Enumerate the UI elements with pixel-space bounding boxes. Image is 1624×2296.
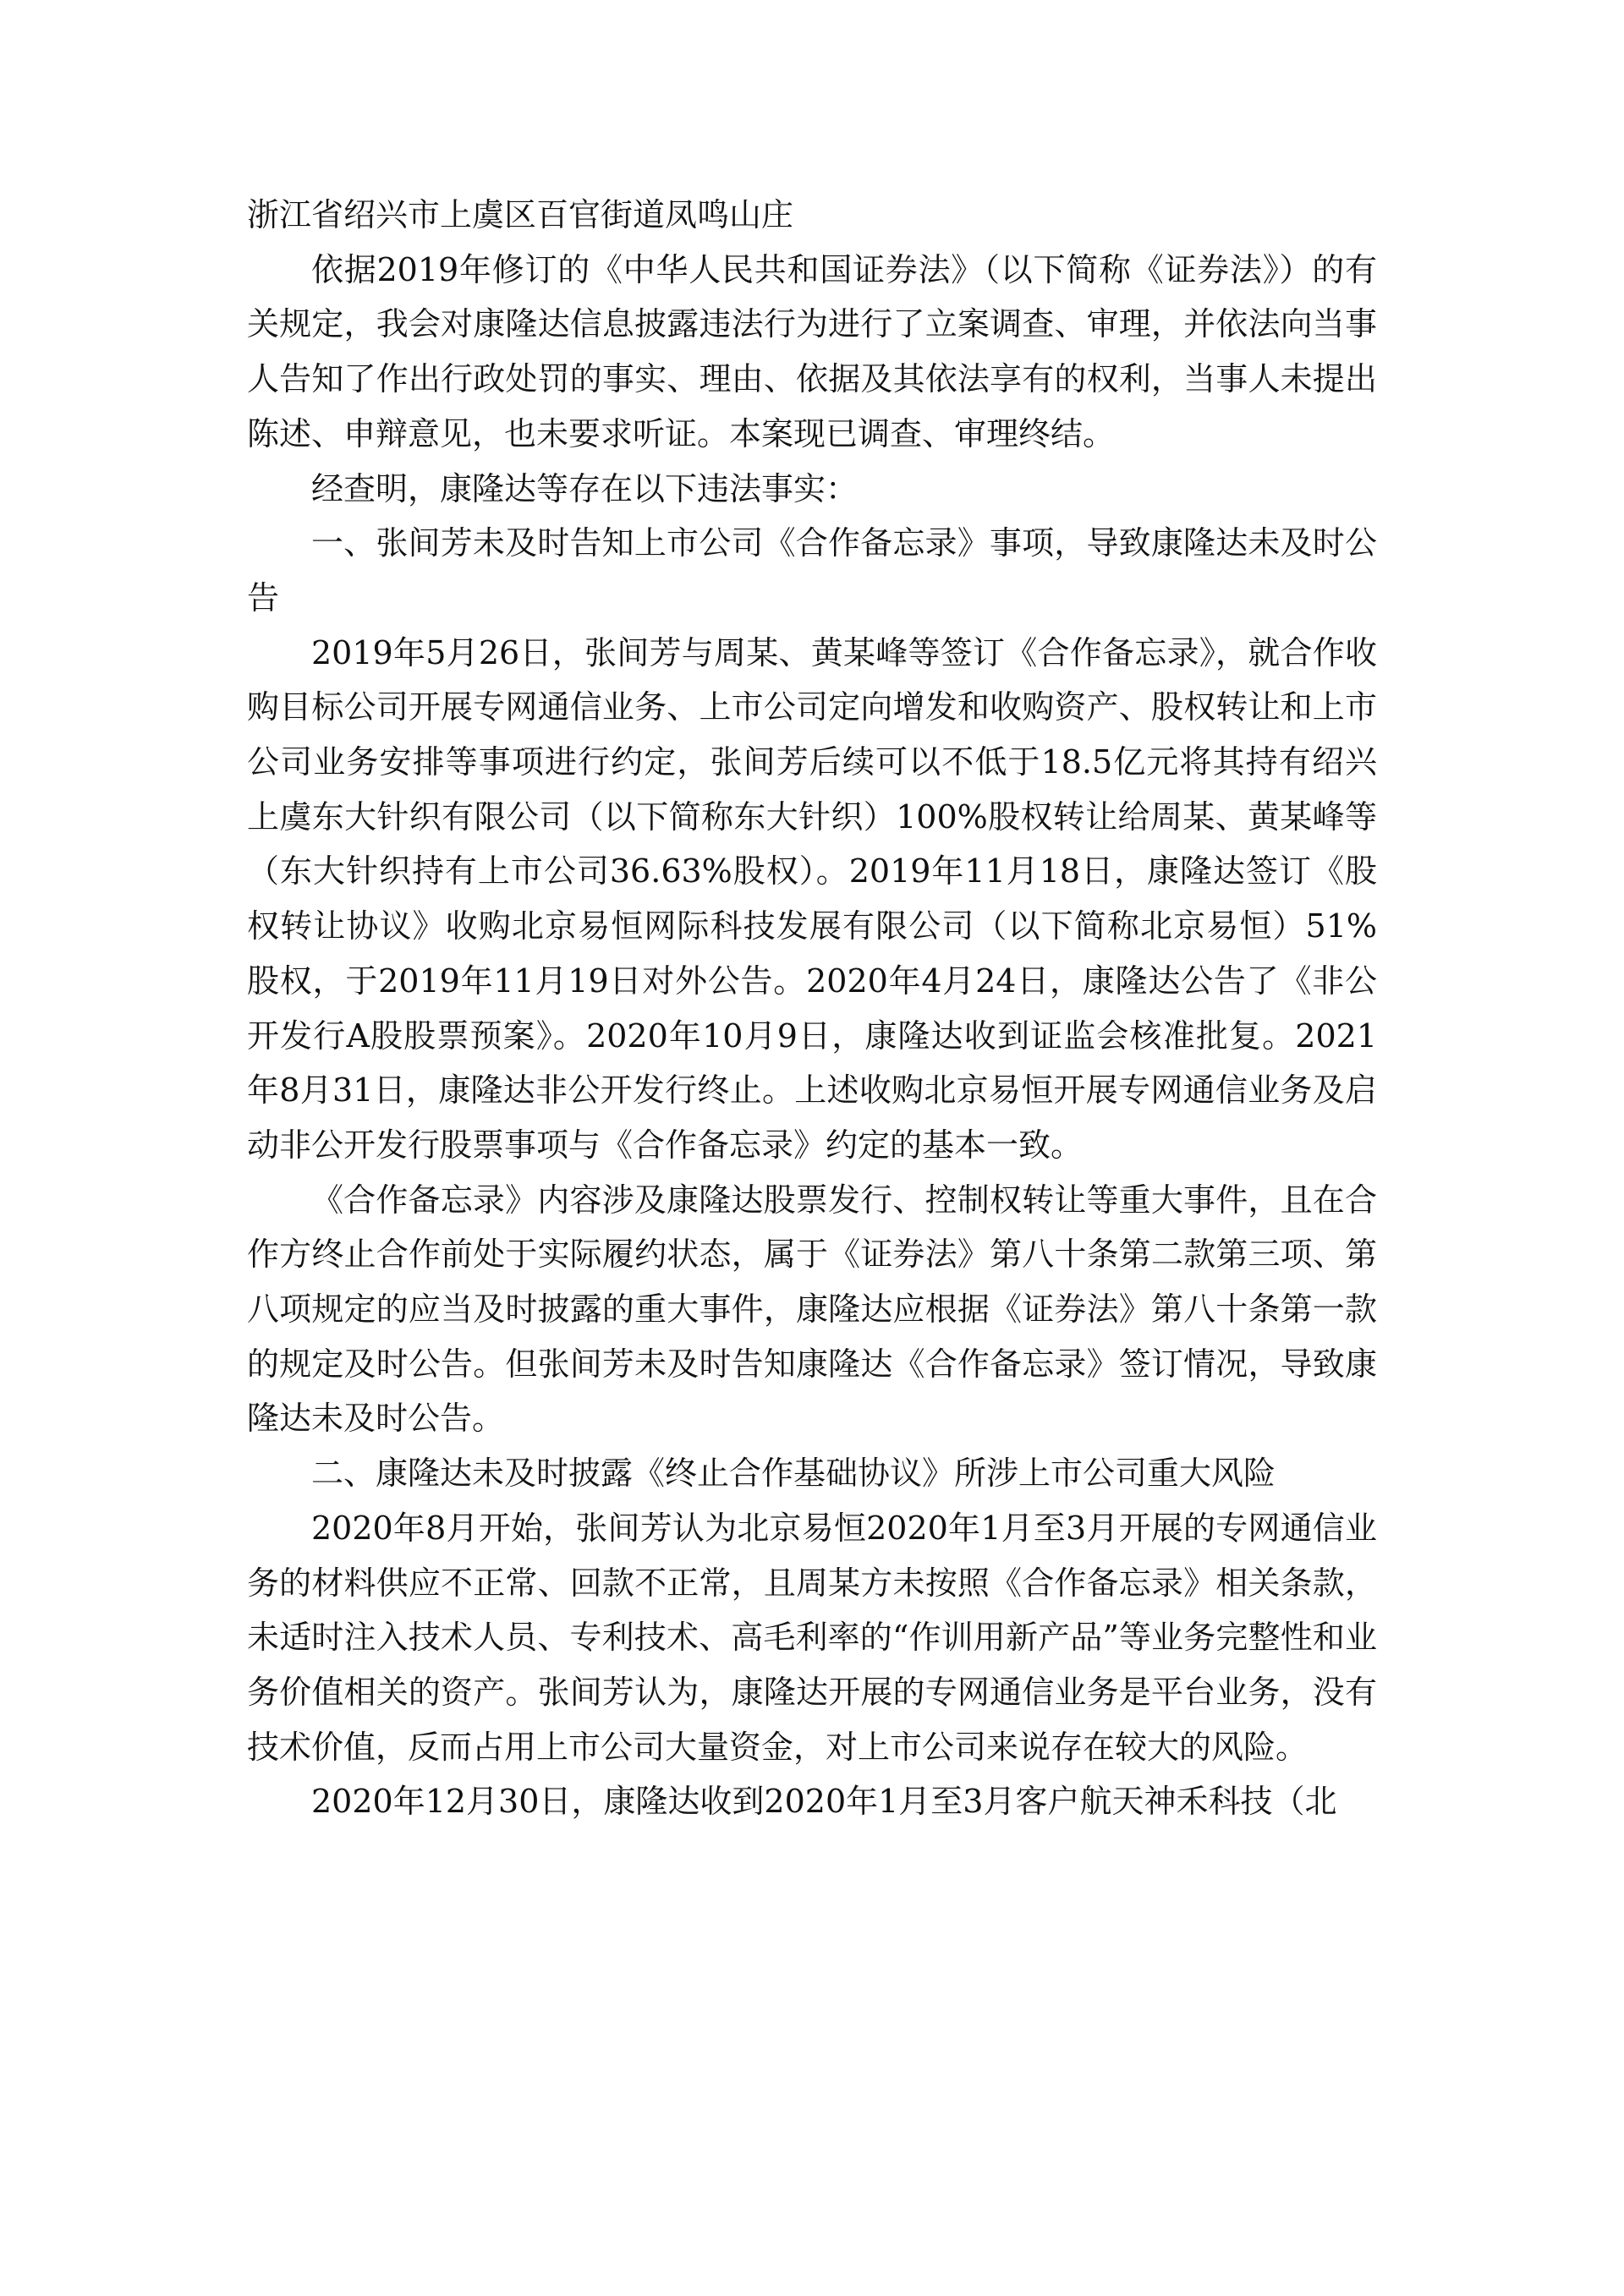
paragraph-memo-analysis: 《合作备忘录》内容涉及康隆达股票发行、控制权转让等重大事件，且在合作方终止合作前处于实际履约状态，属于《证券法》第八十条第二款第三项、第八项规定的应当及时披露的重大事件，康隆达应根据《证券法》第八十条第一款的规定及时公告。但张间芳未及时告知康隆达《合作备忘录》签订情况，导致康隆达未及时公告。 (247, 1181, 1377, 1438)
paragraph-dec-2020: 2020年12月30日，康隆达收到2020年1月至3月客户航天神禾科技（北 (311, 1783, 1337, 1821)
paragraph-findings-intro: 经查明，康隆达等存在以下违法事实： (311, 469, 859, 507)
address-line: 浙江省绍兴市上虞区百官街道凤鸣山庄 (247, 196, 794, 233)
paragraph-legal-basis: 依据2019年修订的《中华人民共和国证券法》（以下简称《证券法》）的有关规定，我会对康隆达信息披露违法行为进行了立案调查、审理，并依法向当事人告知了作出行政处罚的事实、理由、依据及其依法享有的权利，当事人未提出陈述、申辩意见，也未要求听证。本案现已调查、审理终结。 (247, 250, 1377, 452)
section-heading-2: 二、康隆达未及时披露《终止合作基础协议》所涉上市公司重大风险 (311, 1455, 1276, 1493)
section-heading-1: 一、张间芳未及时告知上市公司《合作备忘录》事项，导致康隆达未及时公告 (247, 524, 1377, 616)
document-page (247, 188, 1377, 1829)
paragraph-risk-facts: 2020年8月开始，张间芳认为北京易恒2020年1月至3月开展的专网通信业务的材料供应不正常、回款不正常，且周某方未按照《合作备忘录》相关条款，未适时注入技术人员、专利技术、高毛利率的“作训用新产品”等业务完整性和业务价值相关的资产。张间芳认为，康隆达开展的专网通信业务是平台业务，没有技术价值，反而占用上市公司大量资金，对上市公司来说存在较大的风险。 (247, 1509, 1377, 1766)
paragraph-memo-facts: 2019年5月26日，张间芳与周某、黄某峰等签订《合作备忘录》，就合作收购目标公司开展专网通信业务、上市公司定向增发和收购资产、股权转让和上市公司业务安排等事项进行约定，张间芳后续可以不低于18.5亿元将其持有绍兴上虞东大针织有限公司（以下简称东大针织）100%股权转让给周某、黄某峰等（东大针织持有上市公司36.63%股权）。2019年11月18日，康隆达签订《股权转让协议》收购北京易恒网际科技发展有限公司（以下简称北京易恒）51%股权，于2019年11月19日对外公告。2020年4月24日，康隆达公告了《非公开发行A股股票预案》。2020年10月9日，康隆达收到证监会核准批复。2021年8月31日，康隆达非公开发行终止。上述收购北京易恒开展专网通信业务及启动非公开发行股票事项与《合作备忘录》约定的基本一致。 (247, 633, 1377, 1164)
